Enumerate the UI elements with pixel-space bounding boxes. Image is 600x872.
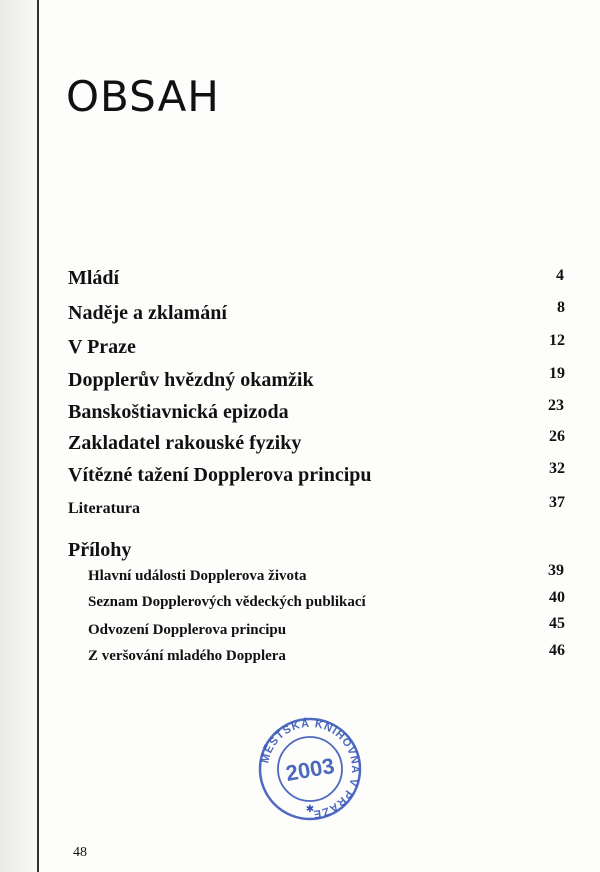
stamp-ring-text: MĚSTSKÁ KNIHOVNA V PRAZE	[259, 717, 362, 821]
toc-entry-label: Naděje a zklamání	[68, 302, 227, 324]
toc-entry-page: 23	[548, 397, 564, 414]
appendix-item-page: 45	[549, 615, 565, 632]
toc-entry-label: Banskoštiavnická epizoda	[68, 401, 289, 423]
appendix-item-page: 39	[548, 562, 564, 579]
toc-entry-page: 26	[549, 428, 565, 445]
stamp-year: 2003	[283, 752, 337, 787]
appendix-item-page: 40	[549, 589, 565, 606]
toc-entry-label: Vítězné tažení Dopplerova principu	[68, 464, 372, 486]
appendix-heading: Přílohy	[68, 539, 132, 561]
toc-entry-label: Mládí	[68, 267, 120, 289]
page-number: 48	[73, 845, 87, 860]
appendix-item-page: 46	[549, 642, 565, 659]
toc-entry-label: Zakladatel rakouské fyziky	[68, 432, 302, 454]
toc-entry-page: 19	[549, 365, 565, 382]
appendix-item-label: Seznam Dopplerových vědeckých publikací	[88, 594, 366, 610]
toc-entry-label: Literatura	[68, 500, 140, 517]
appendix-item-label: Odvození Dopplerova principu	[88, 622, 287, 638]
appendix-item-label: Z veršování mladého Dopplera	[88, 648, 286, 664]
toc-entry-label: Dopplerův hvězdný okamžik	[68, 369, 314, 391]
appendix-item-label: Hlavní události Dopplerova života	[88, 568, 307, 584]
toc-entry-page: 8	[557, 299, 565, 316]
toc-entry-page: 12	[549, 332, 565, 349]
toc-entry-page: 37	[549, 494, 565, 511]
toc-entry-label: V Praze	[68, 336, 136, 358]
toc-entry-page: 4	[556, 267, 564, 284]
toc-entry-page: 32	[549, 460, 565, 477]
stamp-star-icon: ✱	[305, 804, 315, 815]
page-title: OBSAH	[66, 72, 220, 121]
library-stamp	[255, 714, 365, 824]
